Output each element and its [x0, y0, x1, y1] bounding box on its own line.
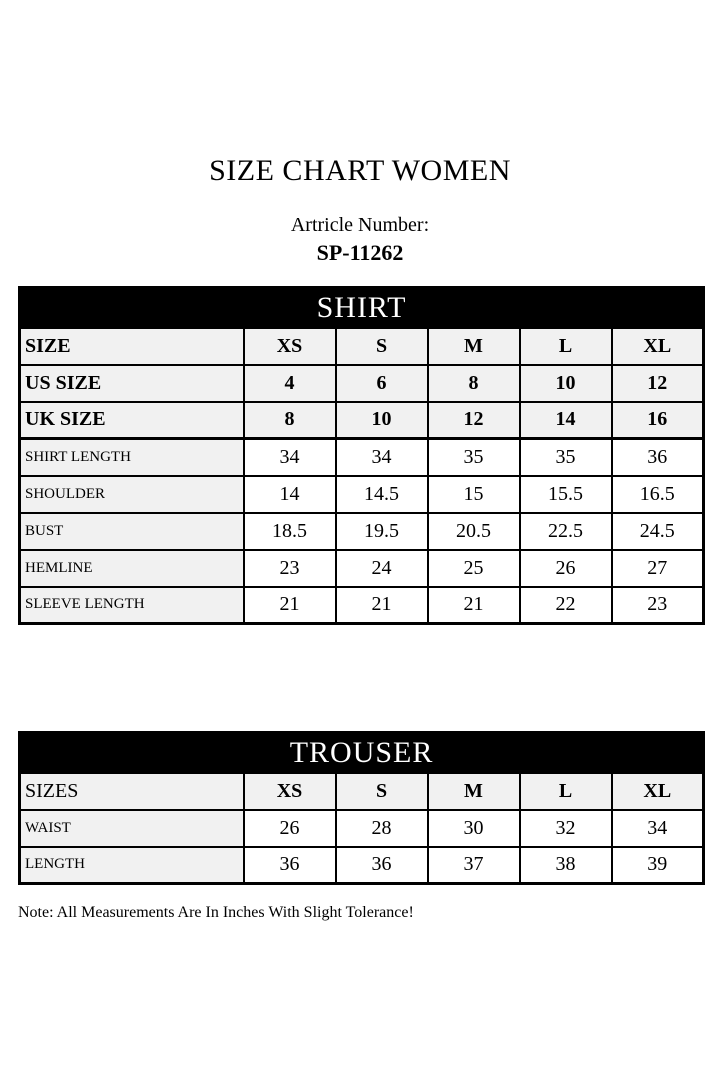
row-label-us-size: US SIZE — [20, 365, 244, 402]
shirt-uk-size-row — [20, 402, 704, 439]
row-label-uk-size: UK SIZE — [20, 402, 244, 439]
row-label-shoulder: SHOULDER — [20, 476, 244, 513]
page-title: SIZE CHART WOMEN — [209, 154, 511, 187]
article-number-label: Artricle Number: — [290, 214, 430, 236]
measurement-cell: 25 — [428, 550, 520, 587]
measurement-cell: 32 — [520, 810, 612, 847]
measurement-cell: 28 — [336, 810, 428, 847]
sleeve-length-row — [20, 587, 704, 624]
length-row — [20, 847, 704, 884]
size-cell: S — [336, 773, 428, 810]
measurement-cell: 26 — [244, 810, 336, 847]
row-label-hemline: HEMLINE — [20, 550, 244, 587]
measurement-cell: 16.5 — [612, 476, 704, 513]
size-cell: 14 — [520, 402, 612, 439]
shirt-table-header-row — [20, 288, 704, 328]
article-number-value: SP-11262 — [316, 240, 404, 265]
shirt-us-size-row — [20, 365, 704, 402]
size-cell: XL — [612, 773, 704, 810]
measurement-cell: 24.5 — [612, 513, 704, 550]
measurement-cell: 18.5 — [244, 513, 336, 550]
size-cell: 12 — [612, 365, 704, 402]
shirt-size-row — [20, 328, 704, 365]
shoulder-row — [20, 476, 704, 513]
size-cell: 10 — [336, 402, 428, 439]
size-cell: 16 — [612, 402, 704, 439]
row-label-bust: BUST — [20, 513, 244, 550]
measurement-cell: 24 — [336, 550, 428, 587]
measurement-cell: 35 — [520, 439, 612, 476]
measurement-cell: 36 — [612, 439, 704, 476]
measurement-cell: 36 — [336, 847, 428, 884]
row-label-length: LENGTH — [20, 847, 244, 884]
size-cell: L — [520, 773, 612, 810]
measurement-cell: 26 — [520, 550, 612, 587]
row-label-waist: WAIST — [20, 810, 244, 847]
row-label-size: SIZE — [20, 328, 244, 365]
measurement-cell: 21 — [244, 587, 336, 624]
size-cell: 8 — [428, 365, 520, 402]
measurement-cell: 34 — [336, 439, 428, 476]
measurement-cell: 19.5 — [336, 513, 428, 550]
measurement-cell: 22.5 — [520, 513, 612, 550]
size-cell: XS — [244, 773, 336, 810]
measurement-cell: 23 — [244, 550, 336, 587]
size-cell: S — [336, 328, 428, 365]
trouser-sizes-row — [20, 773, 704, 810]
row-label-shirt-length: SHIRT LENGTH — [20, 439, 244, 476]
measurement-cell: 37 — [428, 847, 520, 884]
measurement-cell: 22 — [520, 587, 612, 624]
measurement-cell: 14 — [244, 476, 336, 513]
trouser-size-table — [18, 731, 705, 885]
row-label-sizes: SIZES — [20, 773, 244, 810]
size-cell: XL — [612, 328, 704, 365]
row-label-sleeve-length: SLEEVE LENGTH — [20, 587, 244, 624]
measurement-cell: 35 — [428, 439, 520, 476]
size-cell: 10 — [520, 365, 612, 402]
size-cell: 12 — [428, 402, 520, 439]
measurement-cell: 21 — [428, 587, 520, 624]
trouser-table-header-row — [20, 733, 704, 773]
measurement-cell: 39 — [612, 847, 704, 884]
size-cell: M — [428, 773, 520, 810]
shirt-length-row — [20, 439, 704, 476]
size-cell: 8 — [244, 402, 336, 439]
measurements-note: Note: All Measurements Are In Inches With Slight Tolerance! — [18, 904, 414, 921]
measurement-cell: 27 — [612, 550, 704, 587]
measurement-cell: 38 — [520, 847, 612, 884]
size-cell: M — [428, 328, 520, 365]
size-cell: XS — [244, 328, 336, 365]
measurement-cell: 36 — [244, 847, 336, 884]
shirt-table-title: SHIRT — [20, 288, 704, 328]
waist-row — [20, 810, 704, 847]
measurement-cell: 30 — [428, 810, 520, 847]
trouser-table-title: TROUSER — [20, 733, 704, 773]
shirt-size-table — [18, 286, 705, 625]
size-cell: 6 — [336, 365, 428, 402]
measurement-cell: 21 — [336, 587, 428, 624]
measurement-cell: 34 — [612, 810, 704, 847]
size-cell: 4 — [244, 365, 336, 402]
measurement-cell: 15.5 — [520, 476, 612, 513]
measurement-cell: 15 — [428, 476, 520, 513]
bust-row — [20, 513, 704, 550]
measurement-cell: 14.5 — [336, 476, 428, 513]
measurement-cell: 34 — [244, 439, 336, 476]
hemline-row — [20, 550, 704, 587]
measurement-cell: 23 — [612, 587, 704, 624]
size-cell: L — [520, 328, 612, 365]
measurement-cell: 20.5 — [428, 513, 520, 550]
